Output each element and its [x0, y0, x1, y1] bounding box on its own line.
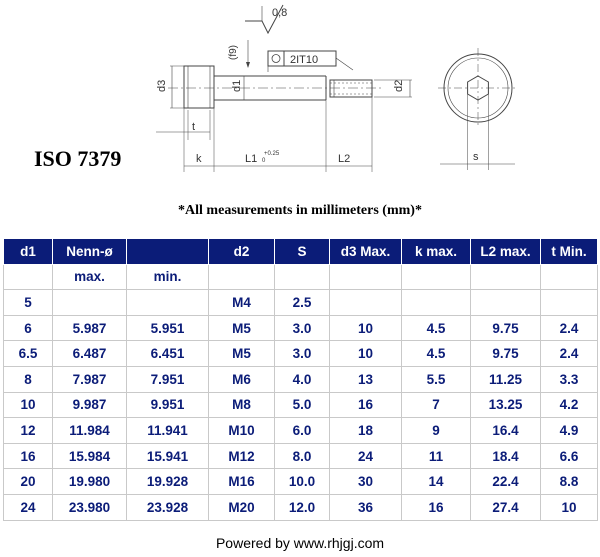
table-cell: [471, 290, 541, 316]
table-cell: [209, 264, 275, 290]
table-row: [4, 392, 598, 418]
dimensions-table: [3, 238, 598, 521]
column-header: L2 max.: [471, 239, 541, 265]
table-cell: min.: [127, 264, 209, 290]
table-cell: 10: [541, 494, 598, 520]
table-cell: [53, 290, 127, 316]
footer-credit: Powered by www.rhjgj.com: [215, 535, 385, 551]
table-cell: M10: [209, 418, 275, 444]
table-cell: 24: [330, 443, 402, 469]
table-cell: 23.928: [127, 494, 209, 520]
table-cell: 11.941: [127, 418, 209, 444]
table-cell: 4.5: [402, 341, 471, 367]
table-cell: M20: [209, 494, 275, 520]
table-cell: 16: [402, 494, 471, 520]
table-cell: 7: [402, 392, 471, 418]
table-row: [4, 315, 598, 341]
table-cell: [402, 290, 471, 316]
table-cell: 5.0: [275, 392, 330, 418]
table-cell: 22.4: [471, 469, 541, 495]
tolerance-label: 2IT10: [290, 54, 319, 66]
table-cell: [127, 290, 209, 316]
screw-thread: [330, 80, 372, 97]
table-cell: 6.6: [541, 443, 598, 469]
table-cell: M5: [209, 315, 275, 341]
table-row: [4, 443, 598, 469]
table-cell: 6: [4, 315, 53, 341]
column-header: Nenn-ø: [53, 239, 127, 265]
l1-label: L1: [245, 153, 258, 165]
table-cell: 2.4: [541, 341, 598, 367]
table-cell: 13.25: [471, 392, 541, 418]
table-cell: 16: [330, 392, 402, 418]
table-row: [4, 494, 598, 520]
table-cell: [471, 264, 541, 290]
table-row: [4, 469, 598, 495]
table-cell: 9.987: [53, 392, 127, 418]
l2-label: L2: [338, 153, 351, 165]
column-header: [127, 239, 209, 265]
table-cell: 6.451: [127, 341, 209, 367]
table-cell: 11.984: [53, 418, 127, 444]
table-cell: 10: [330, 341, 402, 367]
table-row: [4, 418, 598, 444]
table-cell: M6: [209, 366, 275, 392]
s-label: s: [473, 151, 479, 163]
table-cell: [4, 264, 53, 290]
table-row: [4, 366, 598, 392]
table-cell: 8.8: [541, 469, 598, 495]
table-cell: 9.75: [471, 315, 541, 341]
table-cell: 23.980: [53, 494, 127, 520]
d2-label: d2: [393, 79, 405, 92]
table-cell: 3.3: [541, 366, 598, 392]
table-cell: 5.951: [127, 315, 209, 341]
table-cell: 8.0: [275, 443, 330, 469]
table-cell: 10.0: [275, 469, 330, 495]
d3-label: d3: [156, 79, 168, 92]
table-cell: 5: [4, 290, 53, 316]
table-cell: 8: [4, 366, 53, 392]
table-cell: M8: [209, 392, 275, 418]
table-cell: 18: [330, 418, 402, 444]
table-cell: 2.4: [541, 315, 598, 341]
table-cell: 36: [330, 494, 402, 520]
table-cell: 4.9: [541, 418, 598, 444]
table-cell: M12: [209, 443, 275, 469]
table-cell: 3.0: [275, 341, 330, 367]
table-cell: max.: [53, 264, 127, 290]
standard-title: ISO 7379: [34, 146, 122, 171]
column-header: d1: [4, 239, 53, 265]
table-cell: 4.2: [541, 392, 598, 418]
t-label: t: [192, 121, 196, 133]
table-cell: [330, 290, 402, 316]
table-cell: M5: [209, 341, 275, 367]
table-cell: 10: [330, 315, 402, 341]
table-cell: 6.487: [53, 341, 127, 367]
table-cell: 20: [4, 469, 53, 495]
table-cell: 4.0: [275, 366, 330, 392]
table-cell: 30: [330, 469, 402, 495]
l1-tolerance-lower: 0: [262, 158, 266, 164]
column-header: k max.: [402, 239, 471, 265]
table-cell: 18.4: [471, 443, 541, 469]
table-header-row: [4, 239, 598, 265]
column-header: t Min.: [541, 239, 598, 265]
table-cell: [330, 264, 402, 290]
table-cell: 27.4: [471, 494, 541, 520]
table-cell: 24: [4, 494, 53, 520]
table-cell: [402, 264, 471, 290]
roughness-label: 0,8: [272, 7, 288, 19]
table-cell: [541, 264, 598, 290]
table-cell: 16.4: [471, 418, 541, 444]
table-cell: 19.980: [53, 469, 127, 495]
table-cell: 12: [4, 418, 53, 444]
table-cell: [275, 264, 330, 290]
table-cell: 9.75: [471, 341, 541, 367]
table-cell: 9.951: [127, 392, 209, 418]
column-header: d2: [209, 239, 275, 265]
table-cell: 5.987: [53, 315, 127, 341]
d1-label: d1: [231, 79, 243, 92]
screw-head: [184, 66, 214, 108]
measurement-note: *All measurements in millimeters (mm)*: [178, 203, 422, 218]
table-cell: 19.928: [127, 469, 209, 495]
table-cell: M4: [209, 290, 275, 316]
table-cell: 3.0: [275, 315, 330, 341]
table-cell: 16: [4, 443, 53, 469]
l1-tolerance-upper: +0.25: [264, 151, 280, 157]
table-cell: M16: [209, 469, 275, 495]
table-cell: 6.0: [275, 418, 330, 444]
column-header: S: [275, 239, 330, 265]
f9-label: (f9): [228, 45, 239, 60]
table-cell: 9: [402, 418, 471, 444]
k-label: k: [196, 153, 202, 165]
tolerance-frame-symbol: [268, 51, 284, 66]
table-cell: 11: [402, 443, 471, 469]
table-cell: 13: [330, 366, 402, 392]
table-cell: 6.5: [4, 341, 53, 367]
table-cell: 14: [402, 469, 471, 495]
table-row: [4, 264, 598, 290]
table-row: [4, 290, 598, 316]
table-cell: 7.951: [127, 366, 209, 392]
table-cell: 7.987: [53, 366, 127, 392]
table-cell: 5.5: [402, 366, 471, 392]
table-cell: [541, 290, 598, 316]
table-row: [4, 341, 598, 367]
table-cell: 15.984: [53, 443, 127, 469]
table-cell: 10: [4, 392, 53, 418]
table-cell: 15.941: [127, 443, 209, 469]
table-cell: 2.5: [275, 290, 330, 316]
table-cell: 12.0: [275, 494, 330, 520]
table-cell: 11.25: [471, 366, 541, 392]
table-cell: 4.5: [402, 315, 471, 341]
column-header: d3 Max.: [330, 239, 402, 265]
